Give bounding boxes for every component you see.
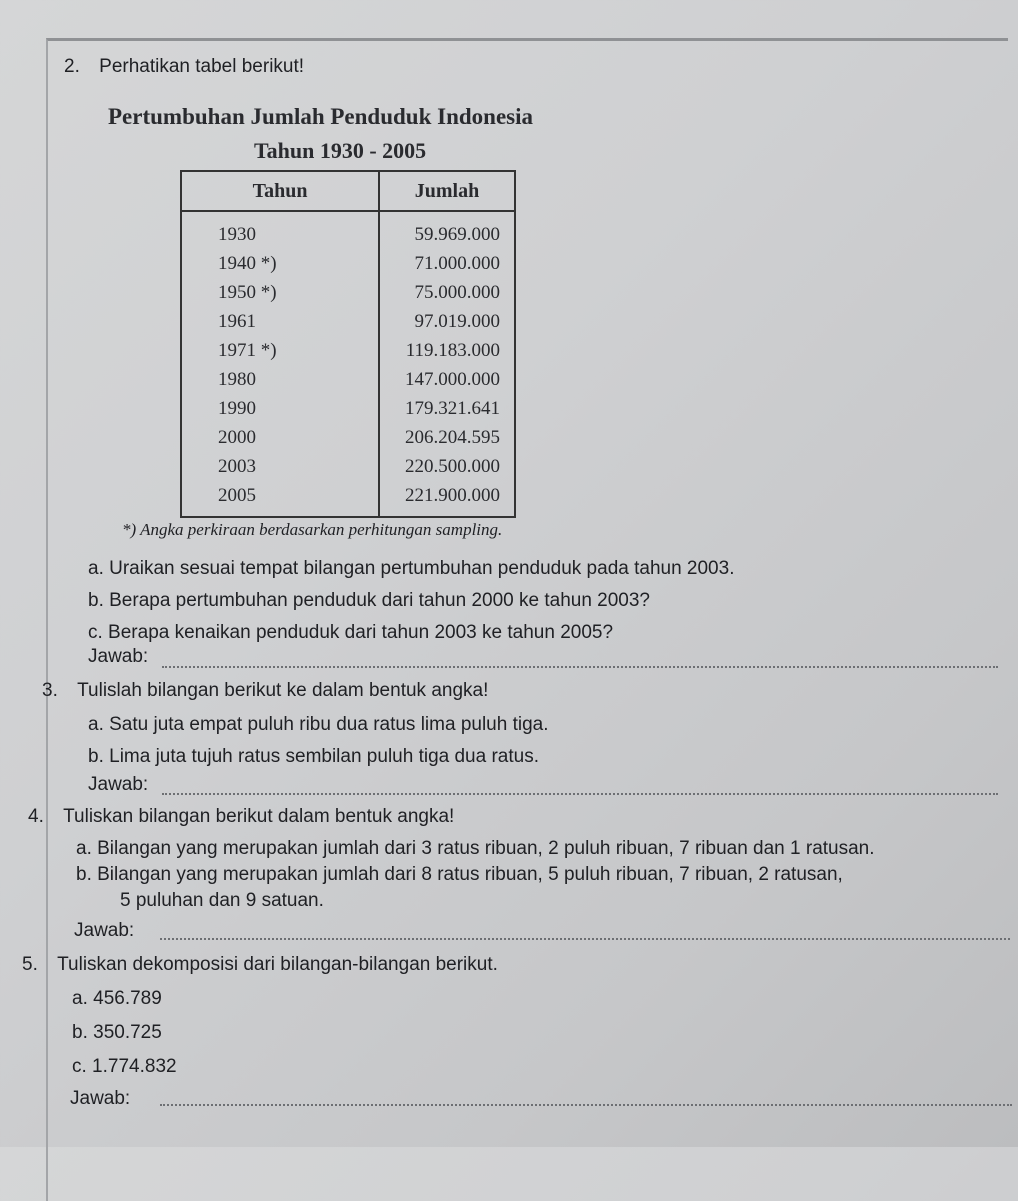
- table-row: [181, 278, 515, 307]
- question-3: [42, 680, 488, 702]
- answer-label: Jawab:: [88, 646, 149, 667]
- cell-total: 119.183.000: [405, 339, 500, 361]
- table-row: [181, 307, 515, 336]
- cell-year: 1950 *): [181, 278, 379, 307]
- answer-line[interactable]: [160, 1104, 1012, 1106]
- cell-year: 1980: [181, 365, 379, 394]
- question-2: [64, 56, 304, 78]
- question-2-item-c: c. Berapa kenaikan penduduk dari tahun 2003 ke tahun 2005?: [88, 622, 614, 643]
- cell-year: 1930: [181, 211, 379, 249]
- answer-label: Jawab:: [74, 920, 135, 941]
- table-row: [181, 365, 515, 394]
- answer-line[interactable]: [162, 666, 998, 668]
- table-row: [181, 336, 515, 365]
- question-text: Perhatikan tabel berikut!: [99, 56, 305, 77]
- question-2-item-a: a. Uraikan sesuai tempat bilangan pertumbuhan penduduk pada tahun 2003.: [88, 558, 735, 579]
- cell-year: 1961: [181, 307, 379, 336]
- cell-total: 97.019.000: [414, 310, 500, 332]
- cell-total: 147.000.000: [405, 368, 500, 390]
- answer-line[interactable]: [162, 793, 998, 795]
- cell-total: 179.321.641: [405, 397, 500, 419]
- table-header-row: [181, 171, 515, 211]
- answer-label: Jawab:: [88, 774, 149, 795]
- table-row: [181, 481, 515, 517]
- cell-total: 75.000.000: [414, 281, 500, 303]
- cell-total: 221.900.000: [405, 484, 500, 506]
- question-2-item-b: b. Berapa pertumbuhan penduduk dari tahun 2000 ke tahun 2003?: [88, 590, 651, 611]
- question-5-item-c: c. 1.774.832: [72, 1056, 177, 1077]
- cell-year: 1940 *): [181, 249, 379, 278]
- table-row: [181, 249, 515, 278]
- cell-year: 1971 *): [181, 336, 379, 365]
- table-row: [181, 211, 515, 249]
- question-text: Tulislah bilangan berikut ke dalam bentuk angka!: [77, 680, 489, 701]
- question-4-item-a: a. Bilangan yang merupakan jumlah dari 3 ratus ribuan, 2 puluh ribuan, 7 ribuan dan 1 ratusan.: [76, 838, 875, 859]
- cell-total: 71.000.000: [414, 252, 500, 274]
- table-row: [181, 452, 515, 481]
- table-footnote: *) Angka perkiraan berdasarkan perhitungan sampling.: [122, 520, 503, 539]
- cell-year: 2000: [181, 423, 379, 452]
- header-total: Jumlah: [379, 171, 515, 211]
- question-5: [22, 954, 498, 976]
- question-text: Tuliskan bilangan berikut dalam bentuk angka!: [63, 806, 455, 827]
- answer-label: Jawab:: [70, 1088, 131, 1109]
- question-3-item-a: a. Satu juta empat puluh ribu dua ratus lima puluh tiga.: [88, 714, 549, 735]
- cell-year: 1990: [181, 394, 379, 423]
- answer-line[interactable]: [160, 938, 1010, 940]
- question-4-item-b: b. Bilangan yang merupakan jumlah dari 8 ratus ribuan, 5 puluh ribuan, 7 ribuan, 2 ratusan,: [76, 864, 843, 885]
- cell-total: 220.500.000: [405, 455, 500, 477]
- table-title: Pertumbuhan Jumlah Penduduk Indonesia: [108, 104, 534, 129]
- table-row: [181, 394, 515, 423]
- cell-total: 59.969.000: [414, 223, 500, 245]
- question-text: Tuliskan dekomposisi dari bilangan-bilangan berikut.: [57, 954, 498, 975]
- cell-year: 2003: [181, 452, 379, 481]
- question-4: [28, 806, 454, 828]
- question-3-item-b: b. Lima juta tujuh ratus sembilan puluh tiga dua ratus.: [88, 746, 539, 767]
- question-number: 4.: [28, 806, 44, 827]
- table-subtitle: Tahun 1930 - 2005: [254, 138, 427, 163]
- cell-total: 206.204.595: [405, 426, 500, 448]
- question-4-item-b-cont: 5 puluhan dan 9 satuan.: [120, 890, 324, 911]
- question-number: 2.: [64, 56, 80, 77]
- cell-year: 2005: [181, 481, 379, 517]
- question-5-item-a: a. 456.789: [72, 988, 162, 1009]
- question-5-item-b: b. 350.725: [72, 1022, 162, 1043]
- table-row: [181, 423, 515, 452]
- question-number: 3.: [42, 680, 58, 701]
- question-number: 5.: [22, 954, 38, 975]
- header-year: Tahun: [181, 171, 379, 211]
- population-table: [180, 170, 516, 518]
